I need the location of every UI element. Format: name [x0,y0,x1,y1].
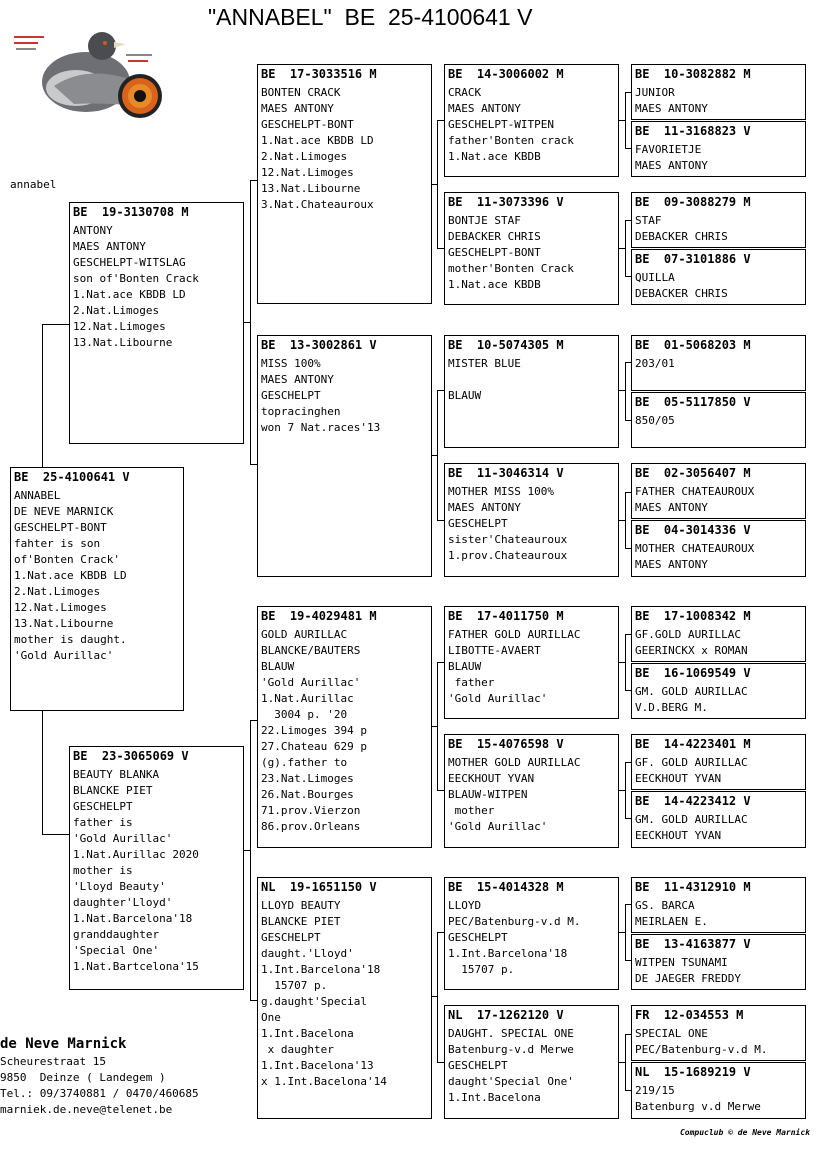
pedigree-line: One [261,1011,281,1024]
pedigree-line: father'Bonten crack [448,134,574,147]
gen4-box [631,1005,806,1061]
pedigree-line: GESCHELPT [73,800,133,813]
pedigree-line: ANTONY [73,224,113,237]
gen4-box [631,606,806,662]
connector [625,362,626,420]
gen4-box [631,1062,806,1119]
ring-number: BE 10-5074305 M [448,338,564,352]
grandparent-box [257,877,432,1119]
ring-number: BE 14-4223412 V [635,794,751,808]
pedigree-line: MOTHER MISS 100% [448,485,554,498]
ring-number: BE 07-3101886 V [635,252,751,266]
ring-number: BE 16-1069549 V [635,666,751,680]
pedigree-line: 1.Nat.Aurillac 2020 [73,848,199,861]
ring-number: BE 15-4076598 V [448,737,564,751]
pedigree-line: MAES ANTONY [448,501,521,514]
pedigree-line: DE NEVE MARNICK [14,505,114,518]
pedigree-line: 71.prov.Vierzon [261,804,361,817]
pedigree-line: Batenburg v.d Merwe [635,1100,761,1113]
pedigree-line: 1.Int.Bacelona [448,1091,541,1104]
pedigree-line: QUILLA [635,271,675,284]
pedigree-line: MAES ANTONY [635,558,708,571]
breeder-address-line: Scheurestraat 15 [0,1055,106,1068]
pedigree-line: BONTJE STAF [448,214,521,227]
pedigree-line: MISTER BLUE [448,357,521,370]
pedigree-line: JUNIOR [635,86,675,99]
pedigree-line: MAES ANTONY [635,159,708,172]
pedigree-line: GESCHELPT-BONT [261,118,354,131]
ring-number: BE 11-3046314 V [448,466,564,480]
breeder-name: de Neve Marnick [0,1036,127,1052]
pedigree-line: 1.Int.Barcelona'18 [448,947,568,960]
ring-number: BE 14-3006002 M [448,67,564,81]
pedigree-line: 1.Int.Bacelona [261,1027,354,1040]
ring-number: BE 25-4100641 V [14,470,130,484]
pedigree-line: 2.Nat.Limoges [261,150,348,163]
pedigree-line: won 7 Nat.races'13 [261,421,381,434]
pedigree-line: BLAUW [448,389,482,402]
pedigree-line: GESCHELPT [448,517,508,530]
gen4-box [631,734,806,790]
pigeon-eye-logo [14,16,168,120]
ring-number: BE 11-4312910 M [635,880,751,894]
pedigree-line: 1.Nat.Bartcelona'15 [73,960,199,973]
pedigree-line: SPECIAL ONE [635,1027,708,1040]
pedigree-line: 219/15 [635,1084,675,1097]
pedigree-line: DEBACKER CHRIS [635,287,728,300]
pedigree-line: 1.Nat.ace KBDB [448,150,541,163]
pedigree-line: x daughter [261,1043,334,1056]
pedigree-line: 3004 p. '20 [261,708,348,721]
pedigree-line: Batenburg-v.d Merwe [448,1043,574,1056]
pedigree-line: FATHER GOLD AURILLAC [448,628,581,641]
pedigree-line: g.daught'Special [261,995,367,1008]
connector [619,662,626,663]
ring-number: BE 13-4163877 V [635,937,751,951]
pedigree-line: 1.prov.Chateauroux [448,549,568,562]
pedigree-line: LLOYD BEAUTY [261,899,341,912]
pedigree-line: 26.Nat.Bourges [261,788,354,801]
pedigree-line: BLAUW-WITPEN [448,788,528,801]
pedigree-line: MEIRLAEN E. [635,915,708,928]
pedigree-line: MAES ANTONY [448,102,521,115]
pedigree-line: GESCHELPT-WITSLAG [73,256,186,269]
pedigree-line: EECKHOUT YVAN [448,772,535,785]
connector [432,726,438,727]
pedigree-line: 'Gold Aurillac' [448,692,548,705]
pedigree-line: GF.GOLD AURILLAC [635,628,741,641]
pedigree-line: 13.Nat.Libourne [73,336,173,349]
gen4-box [631,192,806,248]
subject-label: annabel [10,178,57,191]
gen4-box [631,335,806,391]
pedigree-line: 1.Nat.ace KBDB LD [261,134,374,147]
pedigree-line: MAES ANTONY [635,102,708,115]
connector [42,710,43,834]
gen4-box [631,463,806,519]
pedigree-line: 'Special One' [73,944,160,957]
gen4-box [631,520,806,577]
connector [42,324,43,468]
ring-number: NL 15-1689219 V [635,1065,751,1079]
pedigree-line: 'Lloyd Beauty' [73,880,166,893]
pedigree-line: GESCHELPT-BONT [448,246,541,259]
connector [243,322,251,323]
footer-credit: Compuclub © de Neve Marnick [679,1128,810,1137]
connector [432,184,438,185]
gen4-box [631,249,806,305]
pedigree-line [448,372,615,388]
pedigree-line: 86.prov.Orleans [261,820,361,833]
pedigree-line: GF. GOLD AURILLAC [635,756,748,769]
connector [619,932,626,933]
subject-box [10,467,184,711]
pedigree-line: CRACK [448,86,482,99]
ring-number: BE 23-3065069 V [73,749,189,763]
pedigree-line: 12.Nat.Limoges [14,601,107,614]
pedigree-line: MOTHER CHATEAUROUX [635,542,755,555]
pedigree-line: DE JAEGER FREDDY [635,972,741,985]
pedigree-line: GESCHELPT [261,389,321,402]
pedigree-line: EECKHOUT YVAN [635,772,722,785]
pedigree-line: 22.Limoges 394 p [261,724,367,737]
ring-number: BE 19-4029481 M [261,609,377,623]
pedigree-line: BEAUTY BLANKA [73,768,160,781]
pedigree-line: BLAUW [448,660,482,673]
pedigree-line: 27.Chateau 629 p [261,740,367,753]
connector [42,324,70,325]
pedigree-line: 1.Nat.ace KBDB LD [73,288,186,301]
ring-number: BE 11-3073396 V [448,195,564,209]
pedigree-line: MAES ANTONY [73,240,146,253]
pedigree-line: 850/05 [635,414,675,427]
pedigree-line: 13.Nat.Libourne [261,182,361,195]
connector [619,790,626,791]
gen4-box [631,121,806,177]
pedigree-line: MOTHER GOLD AURILLAC [448,756,581,769]
pedigree-line: ANNABEL [14,489,61,502]
pedigree-line: 'Gold Aurillac' [261,676,361,689]
connector [432,996,438,997]
pedigree-line: 1.Nat.Aurillac [261,692,354,705]
ring-number: NL 19-1651150 V [261,880,377,894]
pedigree-line: sister'Chateauroux [448,533,568,546]
breeder-email[interactable]: marniek.de.neve@telenet.be [0,1103,173,1116]
ring-number: NL 17-1262120 V [448,1008,564,1022]
pedigree-line: BLAUW [261,660,295,673]
pedigree-line: father is [73,816,133,829]
pedigree-line: EECKHOUT YVAN [635,829,722,842]
ring-number: BE 15-4014328 M [448,880,564,894]
pedigree-line: V.D.BERG M. [635,701,708,714]
gen4-box [631,877,806,933]
pedigree-line: son of'Bonten Crack [73,272,199,285]
pedigree-line: FATHER CHATEAUROUX [635,485,755,498]
pedigree-line: 1.Nat.ace KBDB LD [14,569,127,582]
pedigree-line: 1.Int.Barcelona'18 [261,963,381,976]
pedigree-line: BONTEN CRACK [261,86,341,99]
connector [619,520,626,521]
dam-box [69,746,244,990]
pedigree-line: 13.Nat.Libourne [14,617,114,630]
pedigree-line: GESCHELPT [448,931,508,944]
ring-number: BE 17-3033516 M [261,67,377,81]
connector [619,120,626,121]
pedigree-line: mother'Bonten Crack [448,262,574,275]
pedigree-line: daught.'Lloyd' [261,947,354,960]
breeder-address-line: 9850 Deinze ( Landegem ) [0,1071,166,1084]
pedigree-line: GESCHELPT-BONT [14,521,107,534]
pedigree-line: BLANCKE/BAUTERS [261,644,361,657]
pedigree-line: 15707 p. [448,963,515,976]
ring-number: BE 09-3088279 M [635,195,751,209]
pedigree-line: GOLD AURILLAC [261,628,348,641]
sire-box [69,202,244,444]
pedigree-line: WITPEN TSUNAMI [635,956,728,969]
pedigree-line: 15707 p. [261,979,328,992]
pedigree-line: father [448,676,495,689]
connector [432,455,438,456]
pedigree-line: 1.Int.Bacelona'13 [261,1059,374,1072]
pedigree-line: 23.Nat.Limoges [261,772,354,785]
ring-number: BE 02-3056407 M [635,466,751,480]
connector [619,390,626,391]
pedigree-line: LIBOTTE-AVAERT [448,644,541,657]
great-grandparent-box [444,463,619,577]
pedigree-line: GESCHELPT [448,1059,508,1072]
connector [619,1062,626,1063]
great-grandparent-box [444,64,619,177]
great-grandparent-box [444,192,619,305]
pedigree-line: 'Gold Aurillac' [448,820,548,833]
pedigree-line: daughter'Lloyd' [73,896,173,909]
pedigree-line: of'Bonten Crack' [14,553,120,566]
pedigree-line: DEBACKER CHRIS [448,230,541,243]
pedigree-line: STAF [635,214,662,227]
pedigree-line: fahter is son [14,537,101,550]
pedigree-line: DAUGHT. SPECIAL ONE [448,1027,574,1040]
ring-number: BE 14-4223401 M [635,737,751,751]
ring-number: BE 19-3130708 M [73,205,189,219]
pedigree-line: daught'Special One' [448,1075,574,1088]
ring-number: BE 01-5068203 M [635,338,751,352]
pedigree-line: BLANCKE PIET [261,915,341,928]
connector [619,248,626,249]
ring-number: BE 10-3082882 M [635,67,751,81]
pedigree-line: FAVORIETJE [635,143,702,156]
great-grandparent-box [444,335,619,448]
pedigree-line: 'Gold Aurillac' [73,832,173,845]
ring-number: BE 13-3002861 V [261,338,377,352]
pedigree-line: PEC/Batenburg-v.d M. [448,915,581,928]
pedigree-line: mother [448,804,495,817]
pedigree-line: GESCHELPT [261,931,321,944]
great-grandparent-box [444,877,619,990]
ring-number: BE 17-1008342 M [635,609,751,623]
pedigree-line: mother is [73,864,133,877]
pedigree-line: 2.Nat.Limoges [14,585,101,598]
connector [42,834,70,835]
pedigree-line: GESCHELPT-WITPEN [448,118,554,131]
ring-number: BE 04-3014336 V [635,523,751,537]
pedigree-line: BLANCKE PIET [73,784,153,797]
pedigree-line: GEERINCKX x ROMAN [635,644,748,657]
ring-number: FR 12-034553 M [635,1008,744,1022]
connector [250,720,251,1000]
pedigree-line: mother is daught. [14,633,127,646]
pedigree-line: GS. BARCA [635,899,695,912]
pedigree-line: PEC/Batenburg-v.d M. [635,1043,768,1056]
pedigree-line: GM. GOLD AURILLAC [635,813,748,826]
connector [437,932,438,1062]
pedigree-line: topracinghen [261,405,341,418]
pedigree-line: 2.Nat.Limoges [73,304,160,317]
pedigree-line: x 1.Int.Bacelona'14 [261,1075,387,1088]
pedigree-line: (g).father to [261,756,348,769]
grandparent-box [257,335,432,577]
grandparent-box [257,64,432,304]
grandparent-box [257,606,432,848]
great-grandparent-box [444,606,619,719]
ring-number: BE 05-5117850 V [635,395,751,409]
pedigree-line: MAES ANTONY [261,373,334,386]
pedigree-line: 3.Nat.Chateauroux [261,198,374,211]
gen4-box [631,791,806,848]
pedigree-line: 203/01 [635,357,675,370]
breeder-phone: Tel.: 09/3740881 / 0470/460685 [0,1087,199,1100]
page-title: "ANNABEL" BE 25-4100641 V [208,4,533,30]
pedigree-line: 12.Nat.Limoges [73,320,166,333]
gen4-box [631,663,806,719]
pedigree-line: 1.Nat.Barcelona'18 [73,912,193,925]
ring-number: BE 17-4011750 M [448,609,564,623]
pedigree-line: 'Gold Aurillac' [14,649,114,662]
pedigree-line: granddaughter [73,928,160,941]
pedigree-line: LLOYD [448,899,482,912]
breeder-info [0,1034,199,1118]
pedigree-line: 12.Nat.Limoges [261,166,354,179]
pedigree-line: MAES ANTONY [261,102,334,115]
gen4-box [631,64,806,120]
connector [243,850,251,851]
gen4-box [631,934,806,990]
ring-number: BE 11-3168823 V [635,124,751,138]
pedigree-line: MAES ANTONY [635,501,708,514]
pedigree-line: 1.Nat.ace KBDB [448,278,541,291]
great-grandparent-box [444,734,619,848]
great-grandparent-box [444,1005,619,1119]
gen4-box [631,392,806,448]
pedigree-line: MISS 100% [261,357,321,370]
pedigree-line: GM. GOLD AURILLAC [635,685,748,698]
pedigree-line: DEBACKER CHRIS [635,230,728,243]
